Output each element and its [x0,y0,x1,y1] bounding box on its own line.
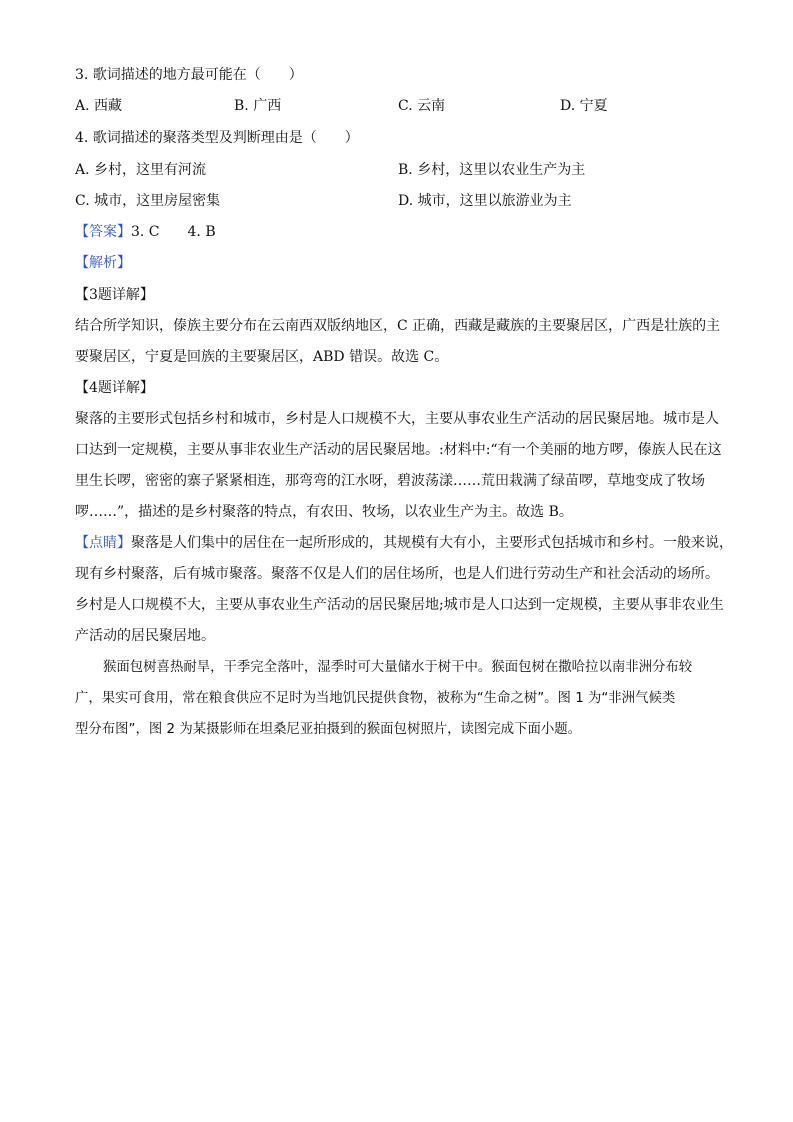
answer-text: 3. C 4. B [131,224,216,240]
answer-label: 【答案】 [75,224,131,240]
detail-3-heading: 【3题详解】 [75,287,154,303]
tip-label: 【点睛】 [75,535,131,551]
q3-option-c: C. 云南 [398,98,446,114]
tip-line: 产活动的居民聚居地。 [75,628,215,644]
tip-line [75,533,733,553]
q3-option-b: B. 广西 [234,98,282,114]
tip-first-text: 聚落是人们集中的居住在一起所形成的，其规模有大有小，主要形式包括城市和乡村。一般来说， [131,535,733,551]
detail-4-line: 口达到一定规模，主要从事非农业生产活动的居民聚居地。:材料中:“有一个美丽的地方啰，傣族人民在这 [75,442,722,458]
analysis-label: 【解析】 [75,255,131,271]
answer-line [75,222,216,242]
q4-option-a: A. 乡村，这里有河流 [75,162,207,178]
detail-3-line: 结合所学知识，傣族主要分布在云南西双版纳地区，C 正确，西藏是藏族的主要聚居区，广西是壮族的主 [75,318,721,334]
detail-4-line: 聚落的主要形式包括乡村和城市，乡村是人口规模不大，主要从事农业生产活动的居民聚居地。城市是人 [75,411,719,427]
q3-option-a: A. 西藏 [75,98,123,114]
question-3-stem: 3. 歌词描述的地方最可能在（ ） [75,67,303,83]
tip-line: 现有乡村聚落，后有城市聚落。聚落不仅是人们的居住场所，也是人们进行劳动生产和社会活动的场所。 [75,566,719,582]
q4-option-d: D. 城市，这里以旅游业为主 [398,193,572,209]
detail-3-line: 要聚居区，宁夏是回族的主要聚居区，ABD 错误。故选 C。 [75,349,449,365]
q4-option-b: B. 乡村，这里以农业生产为主 [398,162,586,178]
passage-line: 猴面包树喜热耐旱，干季完全落叶，湿季时可大量储水于树干中。猴面包树在撒哈拉以南非洲分布较 [103,660,693,675]
passage-line: 广，果实可食用，常在粮食供应不足时为当地饥民提供食物，被称为“生命之树”。图 1 为“非洲气候类 [75,691,676,706]
tip-line: 乡村是人口规模不大，主要从事农业生产活动的居民聚居地;城市是人口达到一定规模，主要从事非农业生 [75,597,724,613]
detail-4-line: 啰……”，描述的是乡村聚落的特点，有农田、牧场，以农业生产为主。故选 B。 [75,504,573,520]
q4-option-c: C. 城市，这里房屋密集 [75,193,221,209]
passage-line: 型分布图”，图 2 为某摄影师在坦桑尼亚拍摄到的猴面包树照片，读图完成下面小题。 [75,722,582,737]
detail-4-heading: 【4题详解】 [75,380,154,396]
detail-4-line: 里生长啰，密密的寨子紧紧相连，那弯弯的江水呀，碧波荡漾……荒田栽满了绿苗啰，草地变成了牧场 [75,473,705,489]
question-4-stem: 4. 歌词描述的聚落类型及判断理由是（ ） [75,130,359,146]
q3-option-d: D. 宁夏 [560,98,608,114]
